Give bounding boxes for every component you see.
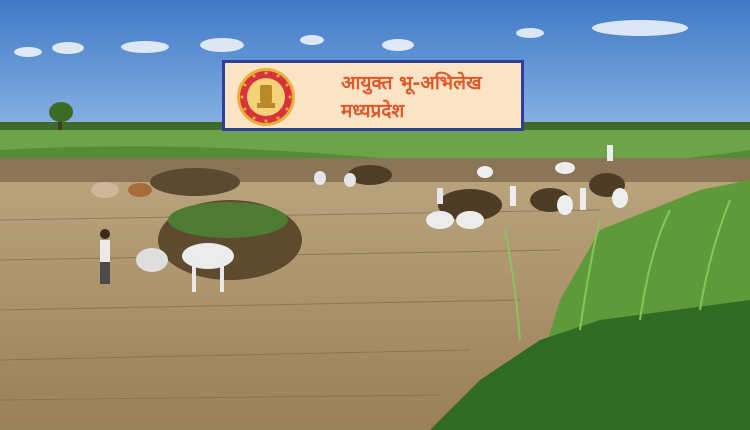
banner-title: [341, 69, 482, 125]
banner-title-line-1: आयुक्त भू-अभिलेख: [341, 72, 482, 94]
commissioner-land-records-banner: [222, 60, 524, 131]
banner-title-line-2: मध्यप्रदेश: [341, 100, 405, 122]
mp-government-seal-icon: [236, 67, 296, 127]
